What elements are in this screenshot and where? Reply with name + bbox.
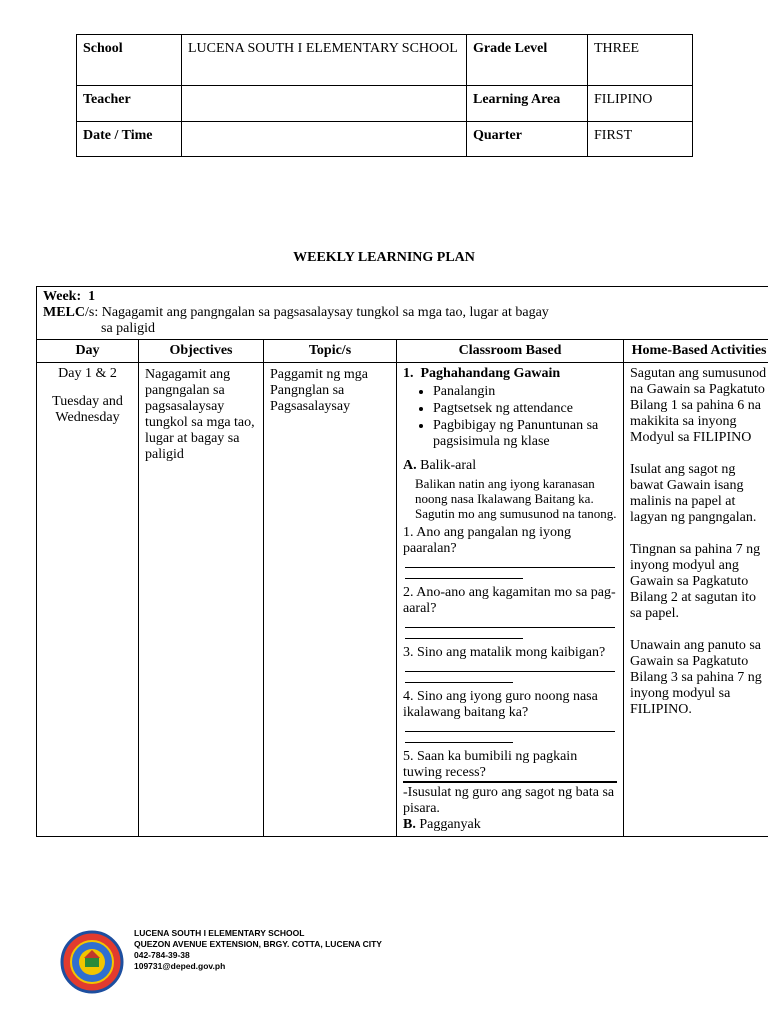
day-number: Day 1 & 2 (58, 366, 117, 381)
info-row-school (77, 35, 693, 86)
review-instructions: Balikan natin ang iyong karanasan noong nasa Ikalawang Baitang ka. Sagutin mo ang sumusunod na tanong. (415, 476, 617, 521)
week-value: 1 (88, 289, 96, 304)
melc-label: MELC (43, 305, 85, 320)
learning-area-value: FILIPINO (588, 86, 693, 122)
objective-cell: Nagagamit ang pangngalan sa pagsasalaysay tungkol sa mga tao, lugar at bagay sa paligid (139, 363, 264, 837)
preparation-list (403, 384, 617, 450)
answer-line (405, 732, 513, 743)
school-value: LUCENA SOUTH I ELEMENTARY SCHOOL (182, 35, 467, 86)
info-row-teacher (77, 86, 693, 122)
answer-line (405, 568, 523, 579)
answer-line (405, 628, 523, 639)
grade-level-label: Grade Level (467, 35, 588, 86)
answer-line (405, 672, 513, 683)
classroom-cell (397, 363, 624, 837)
school-seal-icon (60, 930, 124, 994)
list-item: • Panalangin (433, 384, 617, 400)
footer-school-name: LUCENA SOUTH I ELEMENTARY SCHOOL (134, 928, 305, 938)
home-based-cell (624, 363, 768, 837)
answer-line (405, 557, 615, 568)
footer (60, 928, 420, 1008)
section-1-number: 1. (403, 366, 414, 381)
list-item: • Pagtsetsek ng attendance (433, 401, 617, 417)
question-group-2 (403, 585, 617, 639)
home-activity-1: Sagutan ang sumusunod na Gawain sa Pagkatuto Bilang 1 sa pahina 6 na makikita sa inyong Modyul sa FILIPINO (630, 366, 767, 445)
answer-line (405, 661, 615, 672)
school-info-table (76, 34, 693, 157)
melc-line (43, 305, 768, 321)
question-2: 2. Ano-ano ang kagamitan mo sa pag-aaral? (403, 585, 616, 616)
question-4: 4. Sino ang iyong guro noong nasa ikalawang baitang ka? (403, 689, 598, 720)
teacher-value (182, 86, 467, 122)
question-5: 5. Saan ka bumibili ng pagkain tuwing recess? (403, 749, 617, 783)
day-names: Tuesday and Wednesday (52, 394, 123, 425)
quarter-value: FIRST (588, 122, 693, 157)
col-home-based: Home-Based Activities (624, 340, 768, 363)
day-cell (37, 363, 139, 837)
home-activity-4: Unawain ang panuto sa Gawain sa Pagkatuto Bilang 3 sa pahina 7 ng inyong modyul sa FILIPINO. (630, 638, 762, 717)
question-group-3 (403, 645, 617, 683)
col-topics: Topic/s (264, 340, 397, 363)
section-b-letter: B. (403, 817, 416, 832)
info-row-date (77, 122, 693, 157)
melc-text: Nagagamit ang pangngalan sa pagsasalaysay tungkol sa mga tao, lugar at bagay (101, 305, 549, 320)
col-objectives: Objectives (139, 340, 264, 363)
section-1-title: Paghahandang Gawain (420, 366, 561, 381)
section-b-heading (403, 817, 617, 833)
learning-area-label: Learning Area (467, 86, 588, 122)
date-time-value (182, 122, 467, 157)
col-day: Day (37, 340, 139, 363)
day-1-2-row (37, 363, 768, 837)
section-b-title: Pagganyak (419, 817, 481, 832)
page-title: WEEKLY LEARNING PLAN (293, 250, 475, 265)
question-3: 3. Sino ang matalik mong kaibigan? (403, 645, 606, 660)
weekly-plan-table (36, 286, 768, 837)
teacher-label: Teacher (77, 86, 182, 122)
date-time-label: Date / Time (77, 122, 182, 157)
melc-continuation: sa paligid (101, 321, 156, 336)
footer-email: 109731@deped.gov.ph (134, 961, 226, 971)
school-label: School (77, 35, 182, 86)
section-a-heading (403, 458, 617, 474)
list-item: • Pagbibigay ng Panuntunan sa pagsisimula ng klase (433, 418, 617, 450)
section-a-letter: A. (403, 458, 417, 473)
footer-phone: 042-784-39-38 (134, 950, 190, 960)
quarter-label: Quarter (467, 122, 588, 157)
week-melc-row (37, 287, 768, 340)
home-activity-3: Tingnan sa pahina 7 ng inyong modyul ang Gawain sa Pagkatuto Bilang 2 at sagutan ito sa papel. (630, 542, 761, 621)
home-activity-2: Isulat ang sagot ng bawat Gawain isang malinis na papel at lagyan ng pangngalan. (630, 462, 757, 525)
answer-line (405, 617, 615, 628)
footer-address (134, 928, 382, 972)
column-header-row (37, 340, 768, 363)
footer-address-line: QUEZON AVENUE EXTENSION, BRGY. COTTA, LUCENA CITY (134, 939, 382, 949)
melc-suffix: /s: (85, 305, 99, 320)
answer-line (405, 721, 615, 732)
question-group-1 (403, 525, 617, 579)
week-label: Week: (43, 289, 82, 304)
col-classroom-based: Classroom Based (397, 340, 624, 363)
grade-level-value: THREE (588, 35, 693, 86)
section-a-title: Balik-aral (420, 458, 477, 473)
question-group-4 (403, 689, 617, 743)
topic-cell: Paggamit ng mga Pangnglan sa Pagsasalaysay (264, 363, 397, 837)
teacher-note: -Isusulat ng guro ang sagot ng bata sa pisara. (403, 785, 615, 816)
section-1-heading (403, 366, 617, 382)
question-1: 1. Ano ang pangalan ng iyong paaralan? (403, 525, 571, 556)
week-line (43, 289, 768, 305)
week-melc-cell (37, 287, 768, 340)
